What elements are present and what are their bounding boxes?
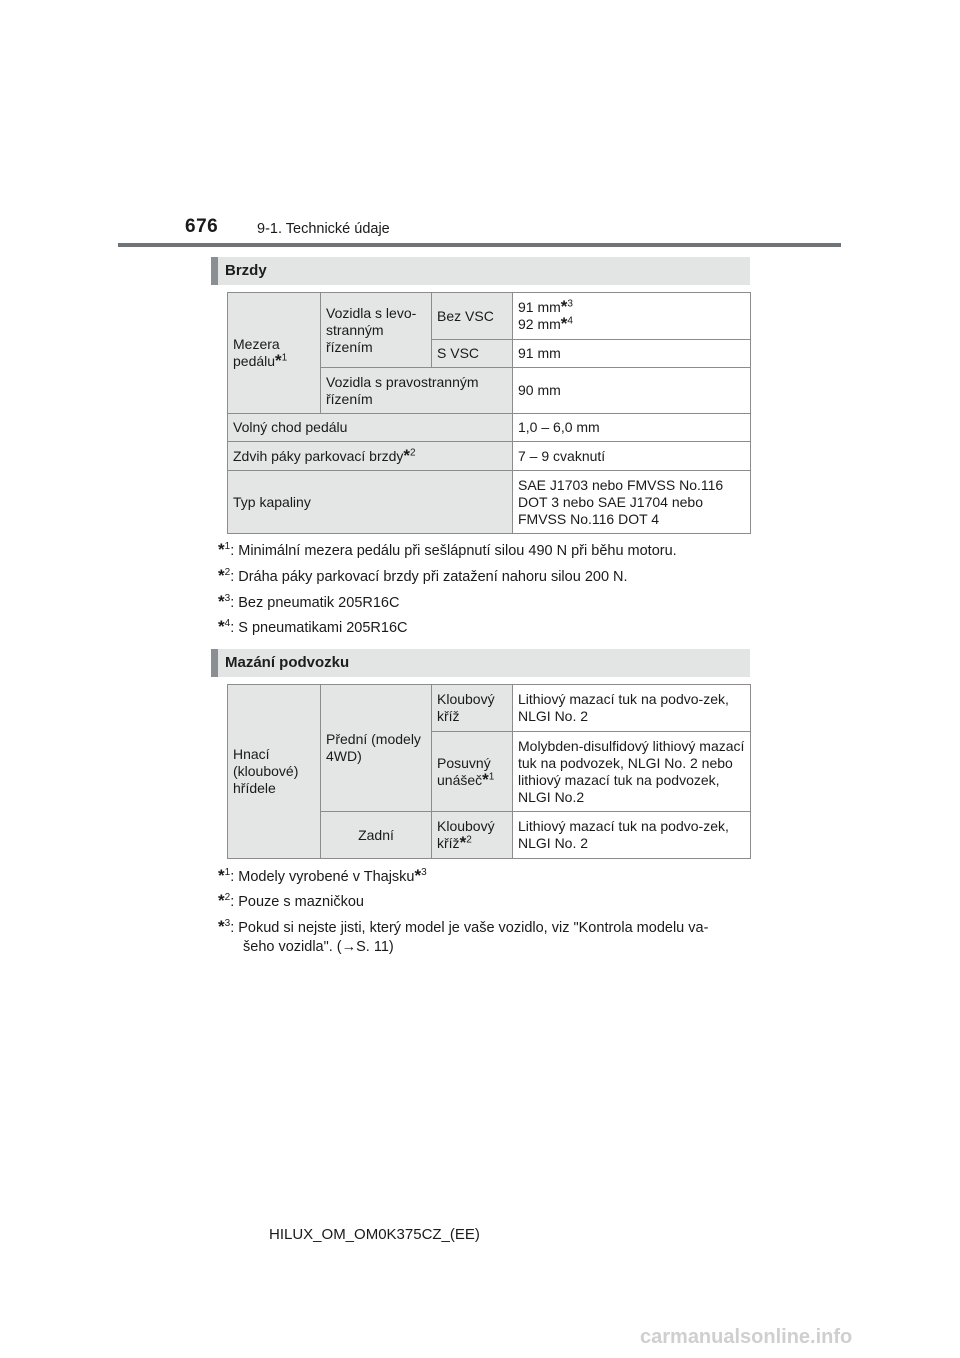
rhd-value: 90 mm <box>518 382 561 398</box>
fluid-type-cell <box>228 471 513 534</box>
footnote-ref: 2 <box>410 446 416 458</box>
footnote-number: 4 <box>224 618 231 630</box>
asterisk-icon: * <box>414 866 422 885</box>
sliding-yoke-label: Posuvný unášeč <box>437 754 491 788</box>
rear-joint-cell <box>432 812 513 859</box>
rear-joint-value-cell <box>513 812 751 859</box>
universal-joint-value: Lithiový mazací tuk na podvo-zek, NLGI No. 2 <box>518 691 729 724</box>
footnote-number: 1 <box>224 541 231 553</box>
lubrication-section-title: Mazání podvozku <box>225 654 350 671</box>
vsc-value: 91 mm <box>518 345 561 361</box>
no-vsc-value-1: 91 mm <box>518 299 561 315</box>
brakes-table <box>227 292 751 534</box>
brakes-section-title: Brzdy <box>225 262 267 279</box>
parking-brake-cell <box>228 442 513 471</box>
lub-footnote-1 <box>218 866 750 887</box>
no-vsc-value-cell <box>513 293 751 340</box>
footnote-number: 3 <box>224 918 231 930</box>
brakes-section-header <box>211 257 750 285</box>
footnote-number: 2 <box>224 567 231 579</box>
footnote-ref: 1 <box>281 352 288 364</box>
free-play-value-cell <box>513 414 751 442</box>
asterisk-icon: * <box>482 769 489 789</box>
universal-joint-value-cell <box>513 685 751 732</box>
footnote-text: : Bez pneumatik 205R16C <box>230 595 400 611</box>
sliding-yoke-cell <box>432 732 513 812</box>
asterisk-icon: * <box>218 592 225 611</box>
lub-footnote-3 <box>218 917 750 957</box>
asterisk-icon: * <box>218 891 225 910</box>
fluid-type-value-cell <box>513 471 751 534</box>
lub-footnote-2 <box>218 891 750 912</box>
document-code: HILUX_OM_OM0K375CZ_(EE) <box>269 1226 480 1243</box>
asterisk-icon: * <box>560 297 568 316</box>
drive-shafts-label: Hnací (kloubové) hřídele <box>233 746 299 796</box>
rear-joint-label: Kloubový kříž <box>437 818 495 851</box>
fluid-type-value: SAE J1703 nebo FMVSS No.116 DOT 3 nebo SAE J1704 nebo FMVSS No.116 DOT 4 <box>518 476 724 527</box>
footnote-text: : Modely vyrobené v Thajsku <box>230 869 415 885</box>
brakes-footnote-2 <box>218 566 750 587</box>
asterisk-icon: * <box>218 866 225 885</box>
footnote-ref: 2 <box>466 834 472 846</box>
footnote-number: 2 <box>224 892 231 904</box>
asterisk-icon: * <box>560 314 568 333</box>
parking-brake-value: 7 – 9 cvaknutí <box>518 447 606 464</box>
page-number: 676 <box>185 216 219 237</box>
front-label: Přední (modely 4WD) <box>326 731 421 764</box>
brakes-footnote-1 <box>218 540 750 561</box>
sliding-yoke-value: Molybden-disulfidový lithiový mazací tuk na podvozek, NLGI No. 2 nebo lithiový mazací tuk na podvozek, NLGI No.2 <box>518 737 745 805</box>
fluid-type-label: Typ kapaliny <box>233 493 311 510</box>
parking-brake-value-cell <box>513 442 751 471</box>
rear-cell <box>321 812 432 859</box>
asterisk-icon: * <box>218 566 225 585</box>
footnote-text: : Pokud si nejste jisti, který model je vaše vozidlo, viz "Kontrola modelu va- <box>230 920 709 936</box>
footnote-text: : S pneumatikami 205R16C <box>230 620 408 636</box>
brakes-footnote-4 <box>218 617 750 638</box>
no-vsc-cell <box>432 293 513 340</box>
vsc-value-cell <box>513 340 751 368</box>
asterisk-icon: * <box>218 917 225 936</box>
lubrication-table <box>227 684 751 859</box>
footnote-text: : Dráha páky parkovací brzdy při zatažení nahoru silou 200 N. <box>230 569 628 585</box>
asterisk-icon: * <box>403 445 411 465</box>
asterisk-icon: * <box>275 351 282 370</box>
rear-joint-value: Lithiový mazací tuk na podvo-zek, NLGI No. 2 <box>518 818 729 851</box>
footnote-ref: 3 <box>567 298 573 310</box>
header-divider <box>118 243 841 247</box>
free-play-label: Volný chod pedálu <box>233 419 348 435</box>
section-accent <box>211 649 218 677</box>
rhd-cell <box>321 368 513 414</box>
asterisk-icon: * <box>459 833 467 852</box>
footnote-ref: 1 <box>488 770 495 782</box>
vsc-label: S VSC <box>437 345 480 361</box>
footnote-text: : Pouze s mazničkou <box>230 894 364 910</box>
lhd-cell <box>321 293 432 368</box>
footnote-number: 1 <box>224 867 231 879</box>
rear-label: Zadní <box>358 826 394 843</box>
sliding-yoke-value-cell <box>513 732 751 812</box>
no-vsc-label: Bez VSC <box>437 307 494 324</box>
universal-joint-label: Kloubový kříž <box>437 691 495 724</box>
footnote-text-continued: šeho vozidla". (→S. 11) <box>243 939 394 955</box>
pedal-gap-cell <box>228 293 321 414</box>
drive-shafts-cell <box>228 685 321 859</box>
lubrication-section-header <box>211 649 750 677</box>
footnote-ref: 4 <box>567 315 573 327</box>
vsc-cell <box>432 340 513 368</box>
free-play-value: 1,0 – 6,0 mm <box>518 419 600 435</box>
asterisk-icon: * <box>218 540 225 559</box>
no-vsc-value-2: 92 mm <box>518 316 561 332</box>
brakes-footnote-3 <box>218 592 750 613</box>
pedal-gap-label: Mezera pedálu <box>233 336 280 369</box>
free-play-cell <box>228 414 513 442</box>
rhd-label: Vozidla s pravostranným řízením <box>326 373 479 407</box>
footnote-ref: 3 <box>421 867 427 879</box>
rhd-value-cell <box>513 368 751 414</box>
asterisk-icon: * <box>218 617 225 636</box>
section-accent <box>211 257 218 285</box>
parking-brake-label: Zdvih páky parkovací brzdy <box>233 447 404 464</box>
footnote-text: : Minimální mezera pedálu při sešlápnutí silou 490 N při běhu motoru. <box>230 543 677 559</box>
watermark: carmanualsonline.info <box>640 1326 853 1348</box>
footnote-number: 3 <box>224 593 231 605</box>
lhd-label: Vozidla s levo-stranným řízením <box>326 304 417 355</box>
universal-joint-cell <box>432 685 513 732</box>
front-cell <box>321 685 432 812</box>
section-title: 9-1. Technické údaje <box>257 221 390 237</box>
